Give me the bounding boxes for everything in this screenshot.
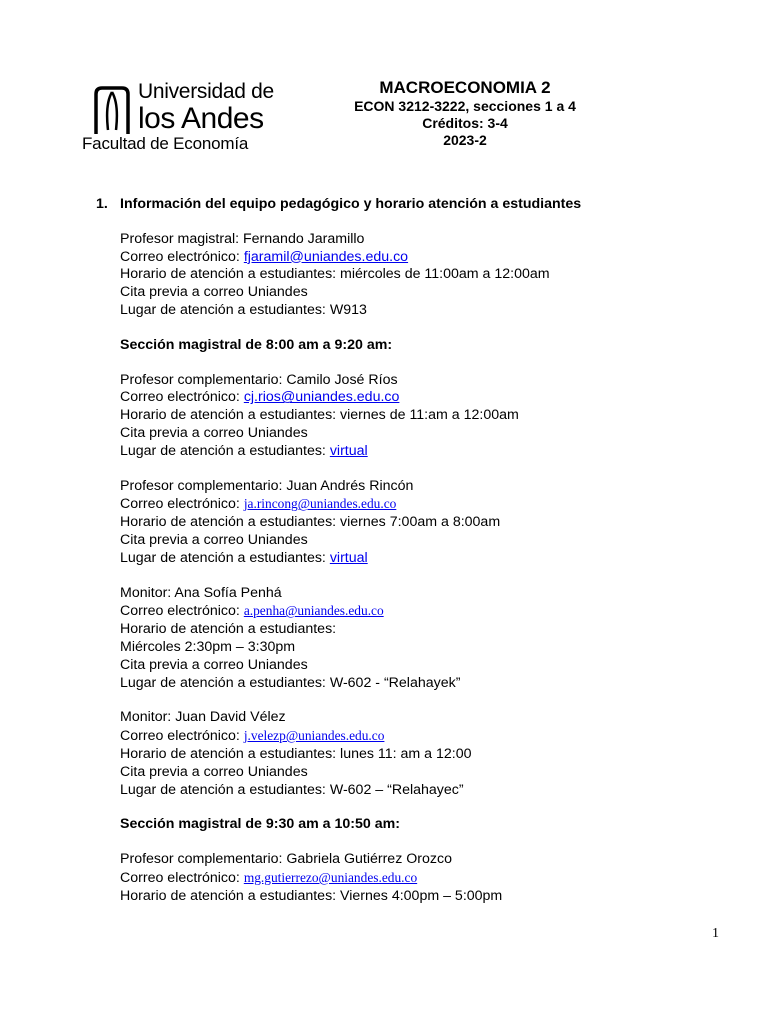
place-label: Lugar de atención a estudiantes: [120, 549, 330, 566]
office-hours: Horario de atención a estudiantes: lunes 11: am a 12:00 [120, 745, 472, 762]
monitor-name: Monitor: Ana Sofía Penhá [120, 584, 282, 601]
email-line [120, 602, 736, 621]
office-place: Lugar de atención a estudiantes: W913 [120, 301, 367, 318]
email-label: Correo electrónico: [120, 496, 244, 513]
email-line [120, 389, 736, 407]
course-period: 2023-2 [443, 132, 487, 148]
monitor-block [120, 585, 736, 693]
email-label: Correo electrónico: [120, 603, 244, 620]
course-credits: Créditos: 3-4 [422, 115, 508, 131]
magistral-professor-block [120, 231, 736, 320]
session-heading: Sección magistral de 9:30 am a 10:50 am: [120, 816, 400, 833]
logo-line-3: Facultad de Economía [82, 134, 249, 153]
email-link[interactable]: cj.rios@uniandes.edu.co [243, 389, 400, 406]
appointment-note: Cita previa a correo Uniandes [120, 424, 308, 441]
email-link[interactable]: ja.rincong@uniandes.edu.co [243, 496, 397, 512]
email-link[interactable]: fjaramil@uniandes.edu.co [243, 248, 409, 265]
university-logo [82, 74, 274, 162]
email-label: Correo electrónico: [120, 728, 244, 745]
office-place: Lugar de atención a estudiantes: W-602 - “Relahayek” [120, 674, 461, 691]
office-hours: Horario de atención a estudiantes: viernes de 11:am a 12:00am [120, 407, 519, 424]
appointment-note: Cita previa a correo Uniandes [120, 531, 308, 548]
email-link[interactable]: a.penha@uniandes.edu.co [243, 603, 384, 619]
section-heading [96, 196, 736, 214]
logo-line-2: los Andes [138, 102, 264, 135]
email-line [120, 727, 736, 746]
email-label: Correo electrónico: [120, 869, 244, 886]
office-hours: Horario de atención a estudiantes: Viernes 4:00pm – 5:00pm [120, 887, 503, 904]
appointment-note: Cita previa a correo Uniandes [120, 656, 308, 673]
office-place [120, 550, 736, 568]
professor-name: Profesor magistral: Fernando Jaramillo [120, 230, 365, 247]
section-title: Información del equipo pedagógico y horario atención a estudiantes [120, 196, 582, 212]
virtual-link[interactable]: virtual [329, 442, 368, 459]
office-hours: Miércoles 2:30pm – 3:30pm [120, 638, 296, 655]
course-codes: ECON 3212-3222, secciones 1 a 4 [354, 98, 576, 114]
document-body [96, 196, 736, 923]
logo-line-1: Universidad de [138, 80, 274, 103]
office-hours: Horario de atención a estudiantes: miércoles de 11:00am a 12:00am [120, 266, 550, 283]
office-place [120, 443, 736, 461]
email-line [120, 869, 736, 888]
email-line [120, 249, 736, 267]
complementary-professor-block [120, 851, 736, 905]
logo-emblem-icon [90, 84, 134, 136]
complementary-professor-block [120, 478, 736, 568]
email-label: Correo electrónico: [120, 389, 244, 406]
course-title: MACROECONOMIA 2 [379, 78, 551, 97]
place-label: Lugar de atención a estudiantes: [120, 442, 330, 459]
monitor-block [120, 709, 736, 799]
section-number: 1. [96, 196, 108, 212]
session-heading: Sección magistral de 8:00 am a 9:20 am: [120, 336, 393, 353]
appointment-note: Cita previa a correo Uniandes [120, 763, 308, 780]
professor-name: Profesor complementario: Gabriela Gutiérrez Orozco [120, 851, 452, 868]
office-hours-label: Horario de atención a estudiantes: [120, 621, 337, 638]
monitor-name: Monitor: Juan David Vélez [120, 709, 286, 726]
virtual-link[interactable]: virtual [329, 549, 368, 566]
email-link[interactable]: j.velezp@uniandes.edu.co [243, 728, 385, 744]
office-hours: Horario de atención a estudiantes: viernes 7:00am a 8:00am [120, 514, 501, 531]
office-place: Lugar de atención a estudiantes: W-602 – “Relahayec” [120, 781, 464, 798]
complementary-professor-block [120, 372, 736, 461]
email-line [120, 495, 736, 514]
email-link[interactable]: mg.gutierrezo@uniandes.edu.co [243, 869, 418, 885]
professor-name: Profesor complementario: Camilo José Ríos [120, 371, 398, 388]
email-label: Correo electrónico: [120, 248, 244, 265]
appointment-note: Cita previa a correo Uniandes [120, 284, 308, 301]
professor-name: Profesor complementario: Juan Andrés Rincón [120, 477, 414, 494]
page-number: 1 [712, 926, 719, 941]
document-header [330, 78, 600, 149]
